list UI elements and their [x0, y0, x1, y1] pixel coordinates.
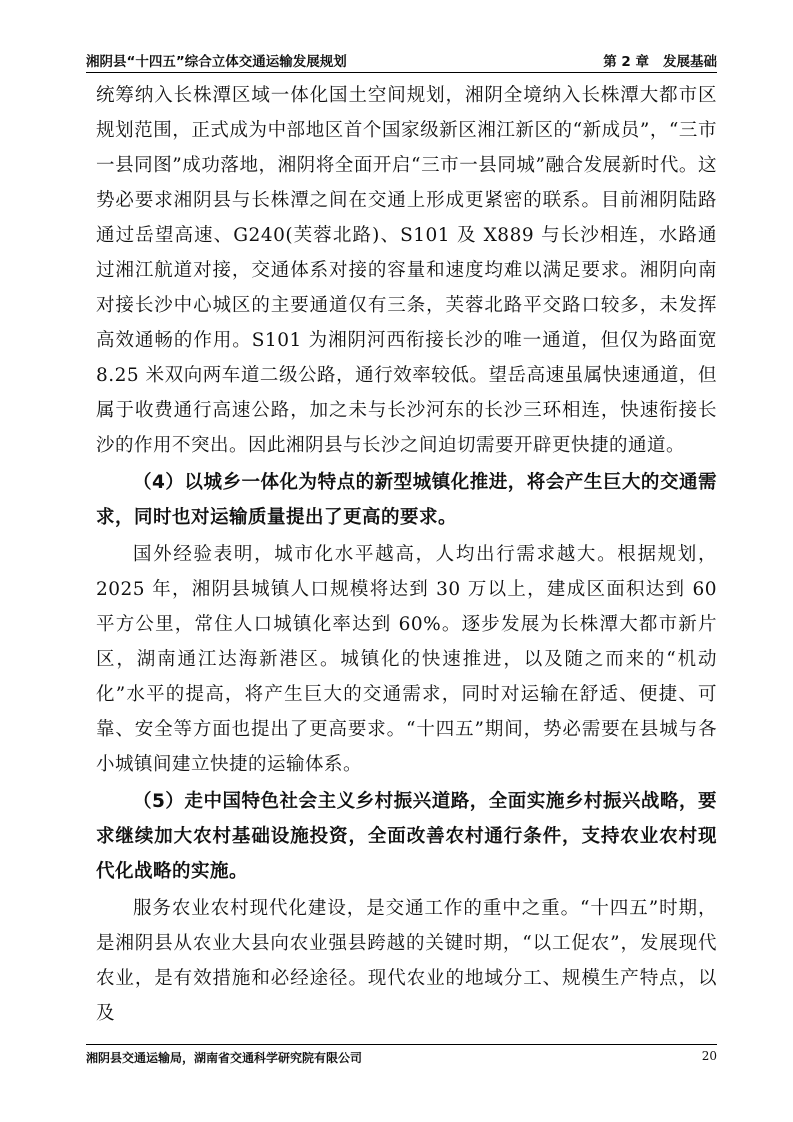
page-header [86, 46, 717, 73]
page-footer [86, 1044, 717, 1066]
page-body [96, 78, 717, 1031]
paragraph-urbanization: 国外经验表明，城市化水平越高，人均出行需求越大。根据规划，2025 年，湘阴县城镇人口规模将达到 30 万以上，建成区面积达到 60 平方公里，常住人口城镇化率达到 60%。逐步发展为长株潭大都市新片区，湖南通江达海新港区。城镇化的快速推进，以及随之而来的“机动化”水平的提高，将产生巨大的交通需求，同时对运输在舒适、便捷、可靠、安全等方面也提出了更高要求。“十四五”期间，势必需要在县城与各小城镇间建立快捷的运输体系。 [96, 544, 717, 775]
chapter-title: 发展基础 [663, 54, 717, 70]
paragraph-agriculture: 服务农业农村现代化建设，是交通工作的重中之重。“十四五”时期，是湘阴县从农业大县向农业强县跨越的关键时期，“以工促农”，发展现代农业，是有效措施和必经途径。现代农业的地域分工、规模生产特点，以及 [96, 898, 717, 1024]
paragraph-continued: 统筹纳入长株潭区域一体化国土空间规划，湘阴全境纳入长株潭大都市区规划范围，正式成为中部地区首个国家级新区湘江新区的“新成员”，“三市一县同图”成功落地，湘阴将全面开启“三市一县同城”融合发展新时代。这势必要求湘阴县与长株潭之间在交通上形成更紧密的联系。目前湘阴陆路通过岳望高速、G240(芙蓉北路)、S101 及 X889 与长沙相连，水路通过湘江航道对接，交通体系对接的容量和速度均难以满足要求。湘阴向南对接长沙中心城区的主要通道仅有三条，芙蓉北路平交路口较多，未发挥高效通畅的作用。S101 为湘阴河西衔接长沙的唯一通道，但仅为路面宽 8.25 米双向两车道二级公路，通行效率较低。望岳高速虽属快速通道，但属于收费通行高速公路，加之未与长沙河东的长沙三环相连，快速衔接长沙的作用不突出。因此湘阴县与长沙之间迫切需要开辟更快捷的通道。 [96, 85, 717, 456]
heading-item-5: （5）走中国特色社会主义乡村振兴道路，全面实施乡村振兴战略，要求继续加大农村基础设施投资，全面改善农村通行条件，支持农业农村现代化战略的实施。 [96, 791, 717, 882]
heading-item-4: （4）以城乡一体化为特点的新型城镇化推进，将会产生巨大的交通需求，同时也对运输质量提出了更高的要求。 [96, 472, 717, 528]
footer-organization: 湘阴县交通运输局，湖南省交通科学研究院有限公司 [86, 1051, 363, 1065]
document-title: 湘阴县“十四五”综合立体交通运输发展规划 [86, 54, 347, 70]
page-number: 20 [701, 1049, 717, 1063]
chapter-number: 第 2 章 [603, 54, 649, 70]
chapter-info [603, 50, 717, 70]
